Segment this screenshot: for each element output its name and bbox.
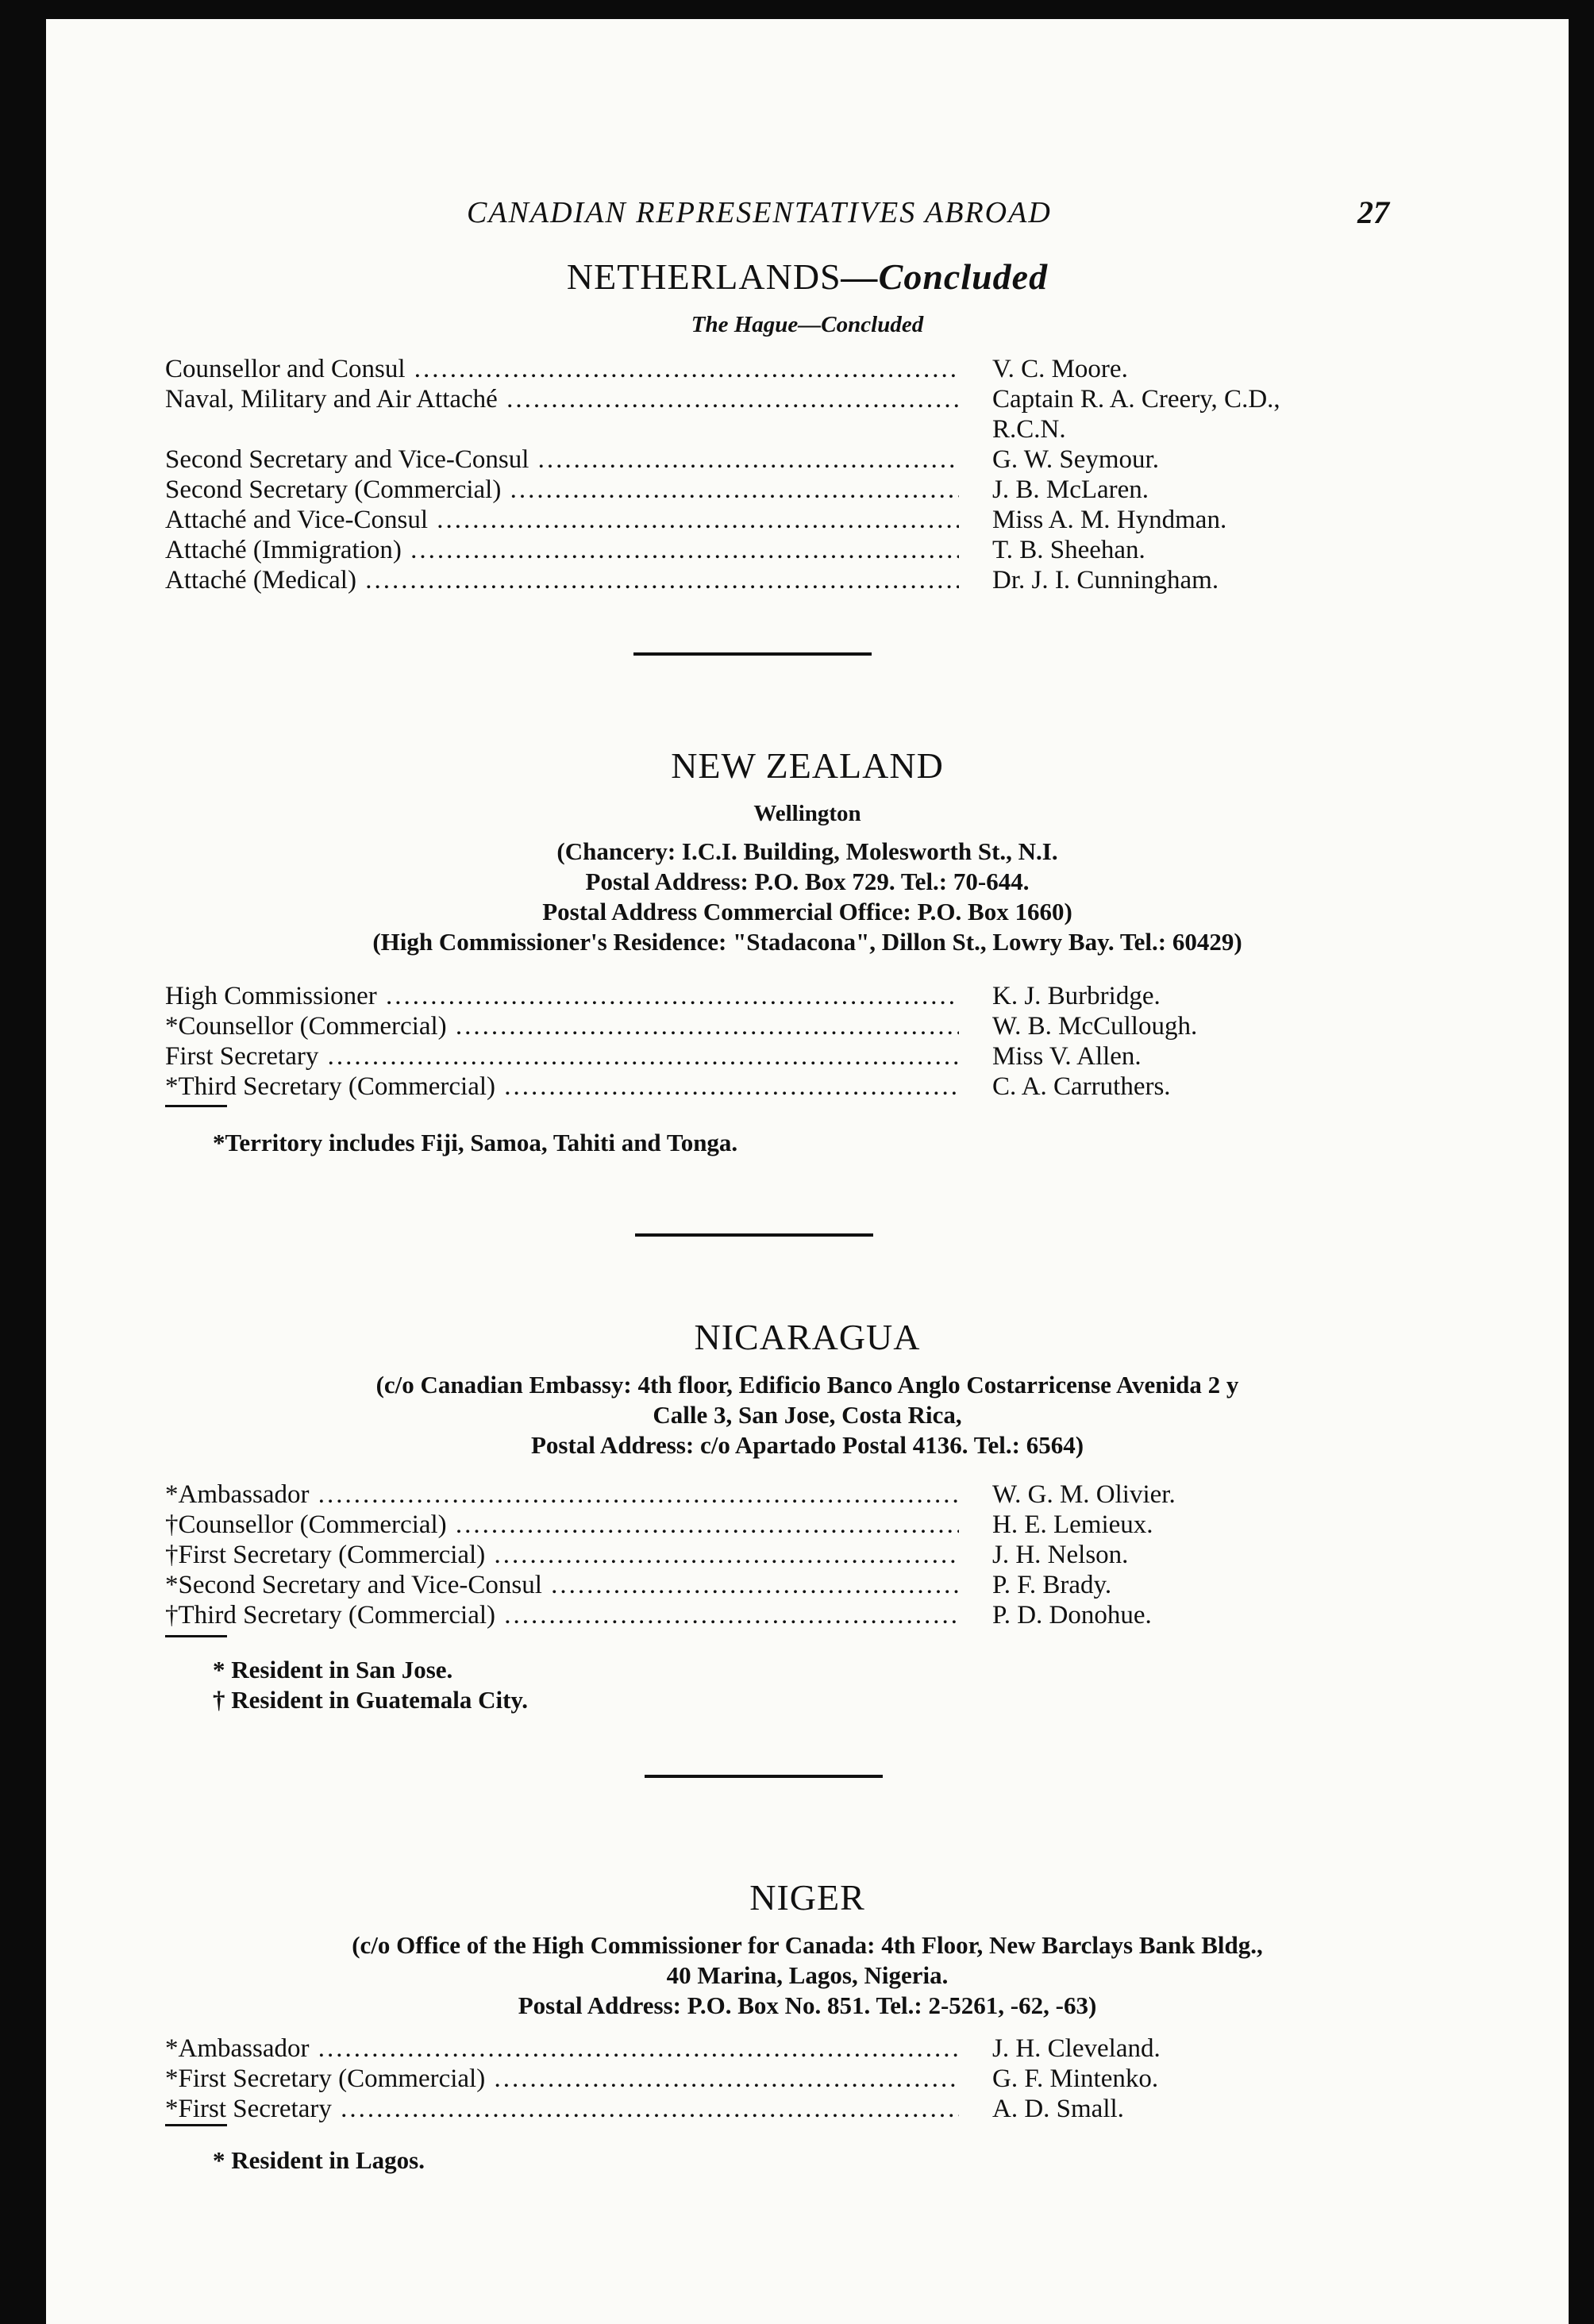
document-page (46, 19, 1569, 2324)
nicaragua-heading: NICARAGUA (694, 1317, 921, 1357)
footnote-rule (165, 2124, 227, 2126)
staff-row: *Counsellor (Commercial) ..... W. B. McCullough. (165, 1011, 1356, 1041)
staff-row: Attaché and Vice-Consul ..... Miss A. M. Hyndman. (165, 505, 1356, 535)
footnote-rule (165, 1105, 227, 1107)
staff-row: Attaché (Immigration) ..... T. B. Sheehan. (165, 535, 1356, 565)
new-zealand-address-line: Postal Address: P.O. Box 729. Tel.: 70-644. (585, 868, 1030, 895)
staff-row: *Second Secretary and Vice-Consul ..... P. F. Brady. (165, 1570, 1356, 1600)
nicaragua-address-line: Postal Address: c/o Apartado Postal 4136. Tel.: 6564) (530, 1431, 1084, 1459)
staff-row: Second Secretary and Vice-Consul ..... G. W. Seymour. (165, 444, 1356, 475)
niger-heading: NIGER (749, 1877, 865, 1918)
staff-row: Naval, Military and Air Attaché ..... Captain R. A. Creery, C.D., R.C.N. (165, 384, 1356, 444)
page-number: 27 (1357, 194, 1389, 230)
new-zealand-address-line: (High Commissioner's Residence: "Stadacona", Dillon St., Lowry Bay. Tel.: 60429) (372, 928, 1242, 956)
concluded-label: —Concluded (841, 256, 1049, 297)
new-zealand-heading: NEW ZEALAND (671, 745, 944, 786)
section-divider (645, 1775, 883, 1778)
nicaragua-staff-list (165, 1479, 1356, 1630)
running-head: CANADIAN REPRESENTATIVES ABROAD (467, 196, 1052, 229)
footnote-rule (165, 1635, 227, 1637)
netherlands-city: The Hague—Concluded (691, 312, 924, 337)
staff-row: *Ambassador ..... W. G. M. Olivier. (165, 1479, 1356, 1510)
staff-row: *First Secretary ..... A. D. Small. (165, 2094, 1356, 2124)
staff-row: High Commissioner ..... K. J. Burbridge. (165, 981, 1356, 1011)
staff-row: First Secretary ..... Miss V. Allen. (165, 1041, 1356, 1072)
netherlands-staff-list (165, 354, 1356, 595)
new-zealand-city: Wellington (753, 801, 861, 826)
new-zealand-staff-list (165, 981, 1356, 1102)
footnote: * Resident in San Jose. (213, 1656, 453, 1683)
new-zealand-address-line: Postal Address Commercial Office: P.O. Box 1660) (542, 898, 1072, 925)
staff-row: *First Secretary (Commercial) ..... G. F. Mintenko. (165, 2064, 1356, 2094)
staff-row: Counsellor and Consul ..... V. C. Moore. (165, 354, 1356, 384)
netherlands-heading: NETHERLANDS—Concluded (566, 256, 1049, 297)
staff-row: *Third Secretary (Commercial) ..... C. A. Carruthers. (165, 1072, 1356, 1102)
staff-row: †Counsellor (Commercial) ..... H. E. Lemieux. (165, 1510, 1356, 1540)
staff-row: †Third Secretary (Commercial) ..... P. D. Donohue. (165, 1600, 1356, 1630)
nicaragua-address-line: (c/o Canadian Embassy: 4th floor, Edificio Banco Anglo Costarricense Avenida 2 y (375, 1371, 1239, 1399)
staff-row: Second Secretary (Commercial) ..... J. B. McLaren. (165, 475, 1356, 505)
new-zealand-address-line: (Chancery: I.C.I. Building, Molesworth St., N.I. (556, 837, 1058, 865)
footnote: * Resident in Lagos. (213, 2146, 425, 2174)
staff-row: †First Secretary (Commercial) ..... J. H. Nelson. (165, 1540, 1356, 1570)
niger-address-line: (c/o Office of the High Commissioner for Canada: 4th Floor, New Barclays Bank Bldg., (352, 1931, 1263, 1959)
niger-address-line: 40 Marina, Lagos, Nigeria. (666, 1961, 949, 1989)
section-divider (633, 652, 872, 656)
footnote: † Resident in Guatemala City. (213, 1686, 528, 1714)
section-divider (635, 1233, 873, 1237)
nicaragua-address-line: Calle 3, San Jose, Costa Rica, (653, 1401, 962, 1429)
footnote: *Territory includes Fiji, Samoa, Tahiti and Tonga. (213, 1129, 738, 1156)
niger-staff-list (165, 2034, 1356, 2124)
niger-address-line: Postal Address: P.O. Box No. 851. Tel.: 2-5261, -62, -63) (518, 1991, 1097, 2019)
staff-row: *Ambassador ..... J. H. Cleveland. (165, 2034, 1356, 2064)
staff-row: Attaché (Medical) ..... Dr. J. I. Cunningham. (165, 565, 1356, 595)
